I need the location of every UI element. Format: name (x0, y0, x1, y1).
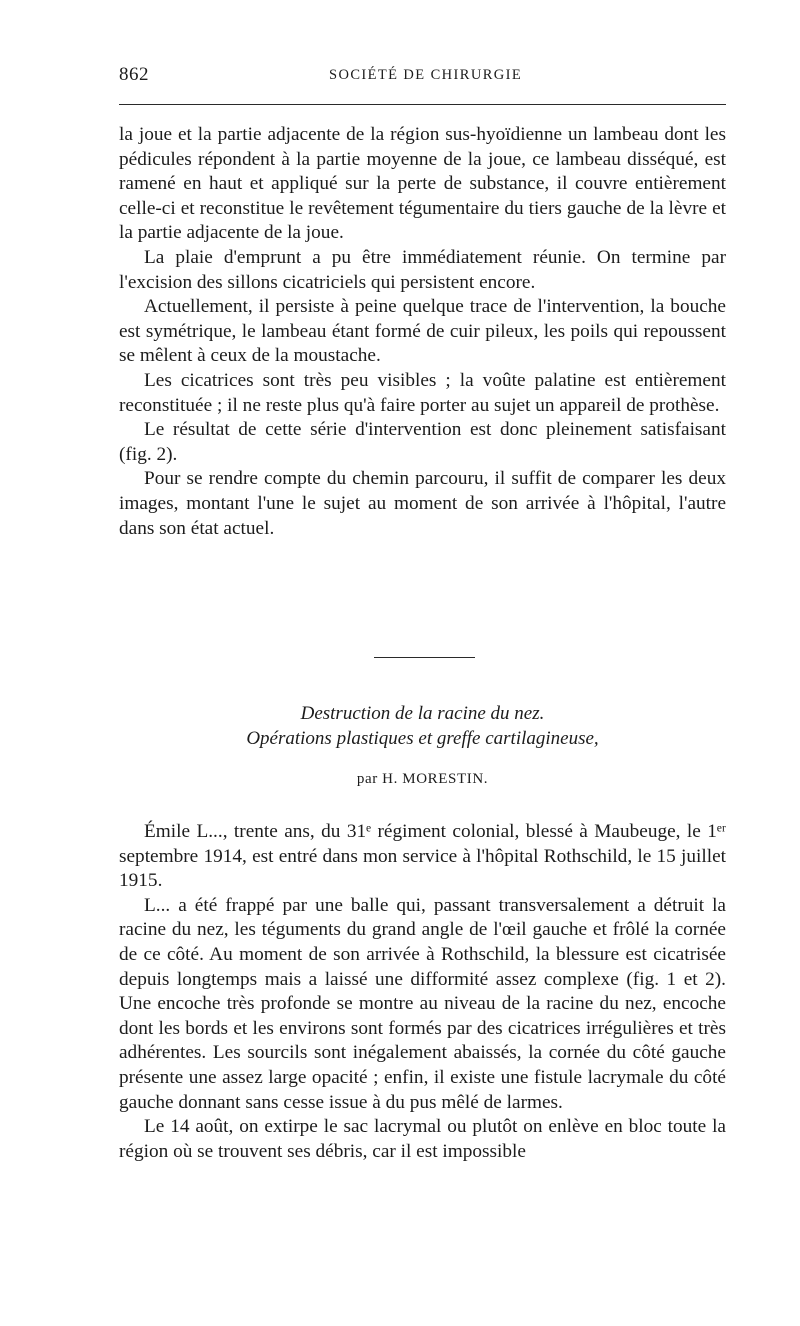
paragraph: Le 14 août, on extirpe le sac lacrymal ou plutôt on enlève en bloc toute la région où se trouvent ses débris, car il est impossible (119, 1116, 726, 1162)
paragraph: la joue et la partie adjacente de la région sus-hyoïdienne un lambeau dont les pédicules répondent à la partie moyenne de la joue, ce lambeau disséqué, est ramené en haut et appliqué sur la perte de substance, il couvre entièrement celle-ci et reconstitue le revêtement tégumentaire du tiers gauche de la lèvre et la partie adjacente de la joue. (119, 124, 726, 244)
paragraph: L... a été frappé par une balle qui, passant transversalement a détruit la racine du nez, les téguments du grand angle de l'œil gauche et frôlé la cornée de ce côté. Au moment de son arrivée à Rothschild, la blessure est cicatrisée depuis longtemps mais a laissé une difformité assez complexe (fig. 1 et 2). Une encoche très profonde se montre au niveau de la racine du nez, encoche dont les bords et les environs sont formés par des cicatrices irrégulières et très adhérentes. Les sourcils sont inégalement abaissés, la cornée du côté gauche présente une assez large opacité ; enfin, il existe une fistule lacrymale du côté gauche donnant sans cesse issue à du pus mêlé de larmes. (119, 894, 726, 1113)
paragraph: Émile L..., trente ans, du 31ᵉ régiment colonial, blessé à Maubeuge, le 1ᵉʳ septembre 1914, est entré dans mon service à l'hôpital Rothschild, le 15 juillet 1915. (119, 821, 726, 892)
section-divider (374, 657, 475, 658)
paragraph: La plaie d'emprunt a pu être immédiatement réunie. On termine par l'excision des sillons cicatriciels qui persistent encore. (119, 246, 726, 293)
running-head (119, 64, 726, 90)
paragraph: Le résultat de cette série d'intervention est donc pleinement satisfaisant (fig. 2). (119, 419, 726, 465)
journal-title: SOCIÉTÉ DE CHIRURGIE (329, 67, 523, 83)
previous-article-body (119, 123, 726, 541)
article-body (119, 820, 726, 1164)
paragraph: Pour se rendre compte du chemin parcouru, il suffit de comparer les deux images, montant l'une le sujet au moment de son arrivée à l'hôpital, l'autre dans son état actuel. (119, 468, 726, 539)
article-byline: par H. MORESTIN. (356, 771, 489, 787)
paragraph: Les cicatrices sont très peu visibles ; la voûte palatine est entièrement reconstituée ; il ne reste plus qu'à faire porter au sujet un appareil de prothèse. (119, 369, 726, 416)
article-title-line-2: Opérations plastiques et greffe cartilagineuse, (246, 728, 599, 749)
page-number: 862 (119, 64, 149, 85)
header-divider (119, 104, 726, 105)
paragraph: Actuellement, il persiste à peine quelque trace de l'intervention, la bouche est symétrique, le lambeau étant formé de cuir pileux, les poils qui repoussent se mêlent à ceux de la moustache. (119, 296, 726, 367)
article-title-line-1: Destruction de la racine du nez. (300, 703, 545, 724)
